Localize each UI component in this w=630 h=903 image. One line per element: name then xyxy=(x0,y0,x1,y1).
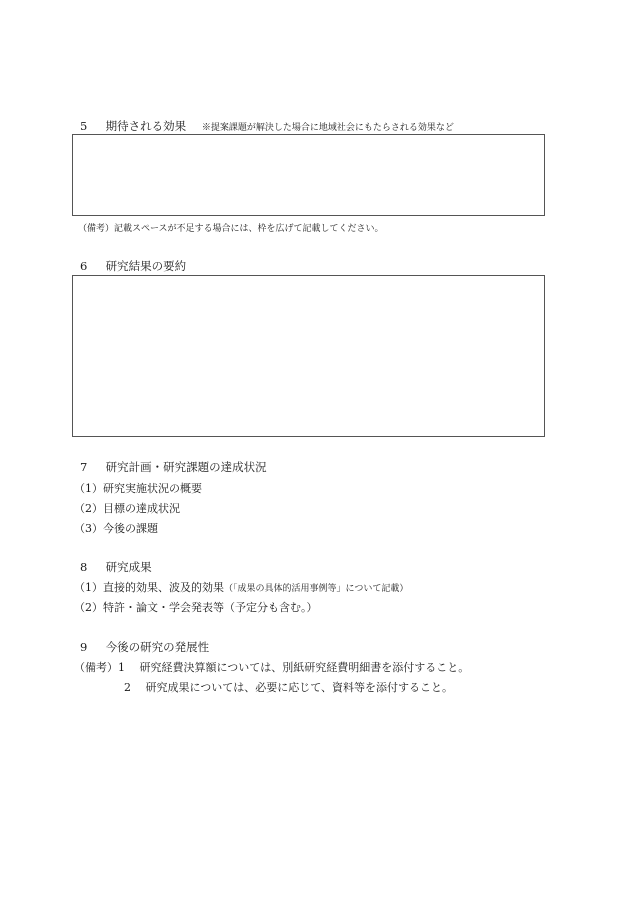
section8-item1-main: （1）直接的効果、波及的効果 xyxy=(74,581,224,594)
section8-item-2: （2）特許・論文・学会発表等（予定分も含む。） xyxy=(74,601,318,614)
section8-number: 8 xyxy=(80,560,88,574)
section6-input-box[interactable] xyxy=(72,275,545,437)
section5-input-box[interactable] xyxy=(72,134,545,216)
section9-title: 今後の研究の発展性 xyxy=(105,640,210,654)
section5-title: 期待される効果 xyxy=(105,119,187,133)
section5-number: 5 xyxy=(80,119,88,133)
section9-heading xyxy=(80,639,209,655)
footnote-2-number: 2 xyxy=(124,681,131,694)
section8-item-1 xyxy=(74,579,408,595)
section7-item-2: （2）目標の達成状況 xyxy=(74,502,180,515)
section5-note: ※提案課題が解決した場合に地域社会にもたらされる効果など xyxy=(201,123,454,133)
section7-number: 7 xyxy=(80,460,88,474)
section6-title: 研究結果の要約 xyxy=(105,259,187,273)
footnote-1 xyxy=(74,659,469,675)
section8-title: 研究成果 xyxy=(105,560,152,574)
section6-heading xyxy=(80,258,186,274)
footnote-label: （備考） xyxy=(74,661,118,674)
section7-item-1: （1）研究実施状況の概要 xyxy=(74,482,202,495)
section8-item1-note: （「成果の具体的活用事例等」について記載） xyxy=(224,584,409,594)
section7-item-3: （3）今後の課題 xyxy=(74,522,158,535)
footnote-1-number: 1 xyxy=(118,661,125,674)
section8-heading xyxy=(80,559,152,575)
footnote-2 xyxy=(124,679,453,695)
footnote-1-text: 研究経費決算額については、別紙研究経費明細書を添付すること。 xyxy=(139,661,470,674)
remarks-box-note: （備考）記載スペースが不足する場合には、枠を広げて記載してください。 xyxy=(78,224,384,234)
section6-number: 6 xyxy=(80,259,88,273)
footnote-2-text: 研究成果については、必要に応じて、資料等を添付すること。 xyxy=(145,681,454,694)
section9-number: 9 xyxy=(80,640,88,654)
section7-heading xyxy=(80,459,267,475)
section7-title: 研究計画・研究課題の達成状況 xyxy=(105,460,267,474)
section5-heading xyxy=(80,118,454,134)
